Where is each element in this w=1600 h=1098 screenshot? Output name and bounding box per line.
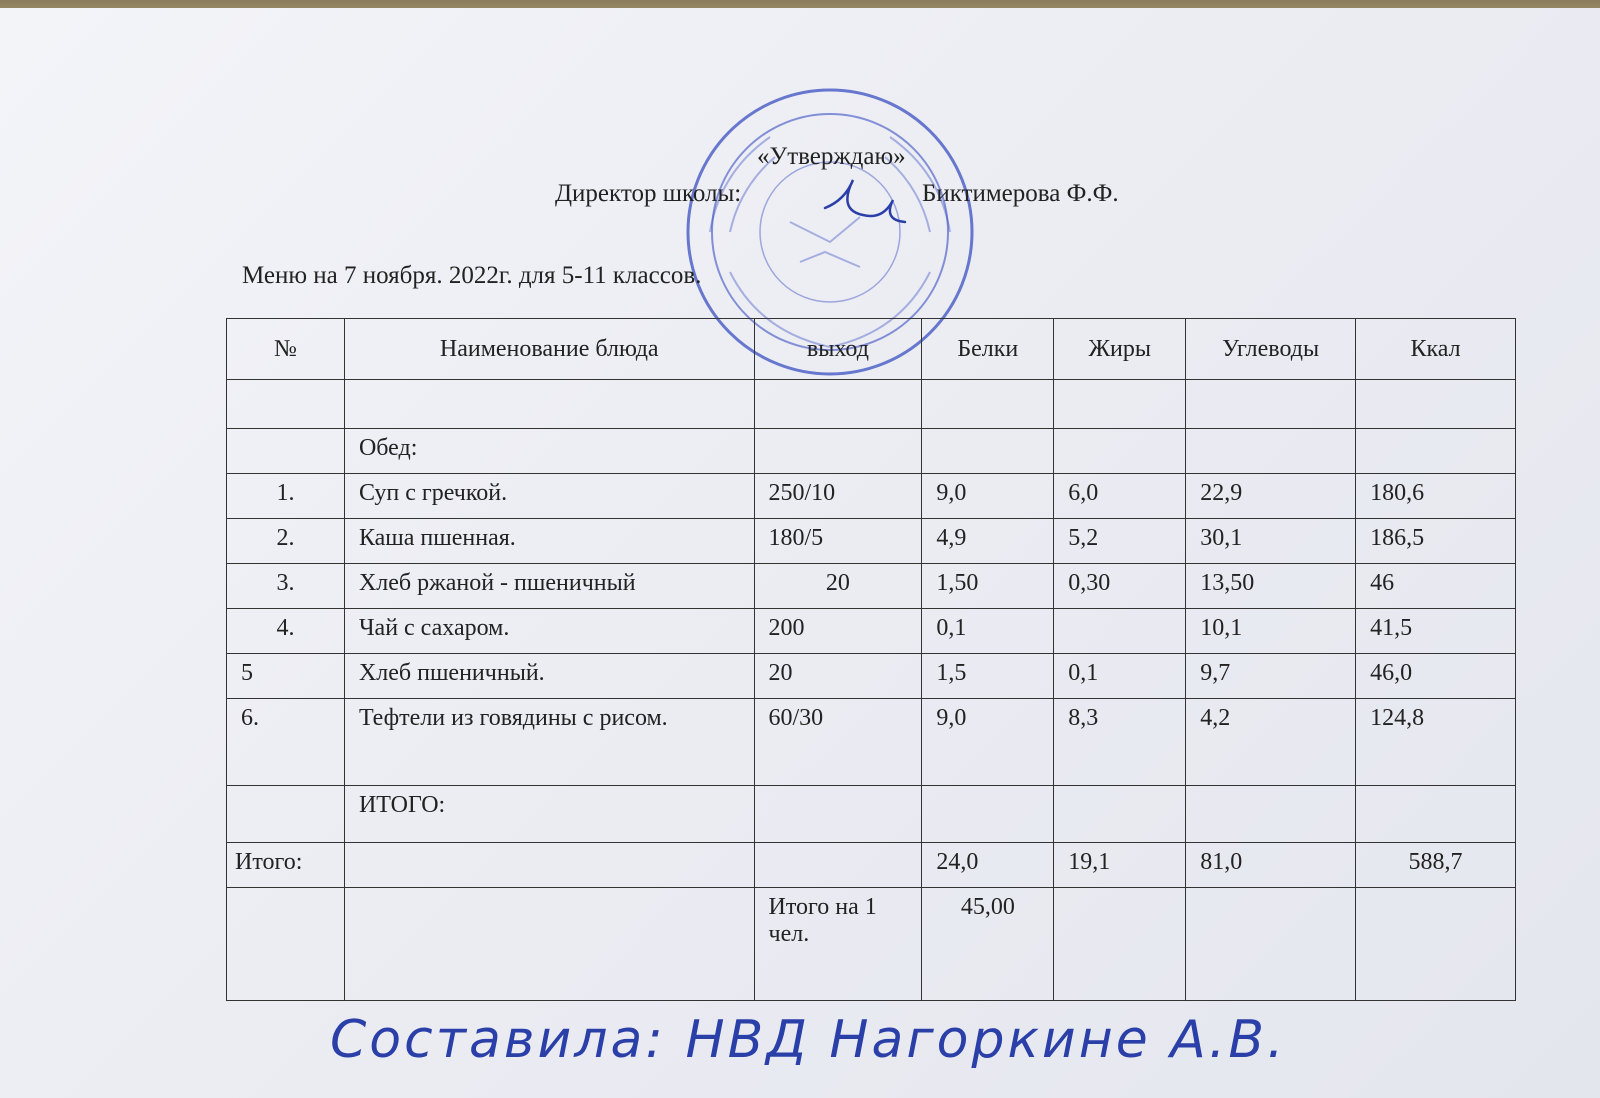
dish-fat: 5,2 (1054, 519, 1186, 564)
dish-carbs: 13,50 (1186, 564, 1356, 609)
dish-carbs: 10,1 (1186, 609, 1356, 654)
dish-output: 200 (754, 609, 922, 654)
row-number: 6. (227, 699, 345, 786)
director-name: Биктимерова Ф.Ф. (922, 180, 1119, 207)
row-number: 2. (227, 519, 345, 564)
table-row (227, 564, 1516, 609)
menu-title: Меню на 7 ноября. 2022г. для 5-11 классов. (242, 262, 702, 289)
col-header-protein: Белки (922, 319, 1054, 380)
col-header-output: выход (754, 319, 922, 380)
dish-fat: 6,0 (1054, 474, 1186, 519)
dish-protein: 0,1 (922, 609, 1054, 654)
dish-name: Хлеб пшеничный. (344, 654, 754, 699)
dish-protein: 1,50 (922, 564, 1054, 609)
director-title: Директор школы: (555, 180, 742, 207)
table-row (227, 474, 1516, 519)
dish-fat: 0,30 (1054, 564, 1186, 609)
itogo-caps-label: ИТОГО: (344, 786, 754, 843)
dish-protein: 1,5 (922, 654, 1054, 699)
dish-fat (1054, 609, 1186, 654)
dish-protein: 9,0 (922, 474, 1054, 519)
table-row (227, 654, 1516, 699)
total-carbs: 81,0 (1186, 843, 1356, 888)
dish-kcal: 46 (1356, 564, 1516, 609)
dish-output: 250/10 (754, 474, 922, 519)
section-label: Обед: (344, 429, 754, 474)
dish-kcal: 46,0 (1356, 654, 1516, 699)
menu-table (226, 318, 1516, 1001)
col-header-fat: Жиры (1054, 319, 1186, 380)
dish-carbs: 22,9 (1186, 474, 1356, 519)
col-header-kcal: Ккал (1356, 319, 1516, 380)
table-row (227, 609, 1516, 654)
per-person-row (227, 888, 1516, 1001)
table-row (227, 519, 1516, 564)
row-number: 1. (227, 474, 345, 519)
dish-kcal: 41,5 (1356, 609, 1516, 654)
section-row (227, 429, 1516, 474)
table-header-row (227, 319, 1516, 380)
dish-protein: 4,9 (922, 519, 1054, 564)
dish-output: 180/5 (754, 519, 922, 564)
col-header-dish-name: Наименование блюда (344, 319, 754, 380)
dish-carbs: 4,2 (1186, 699, 1356, 786)
row-number: 5 (227, 654, 345, 699)
dish-output: 60/30 (754, 699, 922, 786)
dish-kcal: 186,5 (1356, 519, 1516, 564)
itogo-caps-row (227, 786, 1516, 843)
col-header-carbs: Углеводы (1186, 319, 1356, 380)
dish-output: 20 (754, 654, 922, 699)
dish-fat: 8,3 (1054, 699, 1186, 786)
empty-row (227, 380, 1516, 429)
approval-label: «Утверждаю» (757, 143, 906, 170)
dish-carbs: 30,1 (1186, 519, 1356, 564)
dish-kcal: 180,6 (1356, 474, 1516, 519)
per-person-value: 45,00 (922, 888, 1054, 1001)
dish-name: Каша пшенная. (344, 519, 754, 564)
dish-output: 20 (754, 564, 922, 609)
total-protein: 24,0 (922, 843, 1054, 888)
row-number: 4. (227, 609, 345, 654)
table-row (227, 699, 1516, 786)
dish-kcal: 124,8 (1356, 699, 1516, 786)
dish-protein: 9,0 (922, 699, 1054, 786)
total-label: Итого: (227, 843, 345, 888)
dish-carbs: 9,7 (1186, 654, 1356, 699)
row-number: 3. (227, 564, 345, 609)
dish-name: Хлеб ржаной - пшеничный (344, 564, 754, 609)
dish-name: Суп с гречкой. (344, 474, 754, 519)
total-fat: 19,1 (1054, 843, 1186, 888)
director-signature (815, 168, 910, 228)
dish-name: Чай с сахаром. (344, 609, 754, 654)
total-kcal: 588,7 (1356, 843, 1516, 888)
dish-name: Тефтели из говядины с рисом. (344, 699, 754, 786)
total-row (227, 843, 1516, 888)
dish-fat: 0,1 (1054, 654, 1186, 699)
per-person-label: Итого на 1 чел. (754, 888, 922, 1001)
col-header-number: № (227, 319, 345, 380)
compiled-by-handwriting: Составила: НВД Нагоркине А.В. (330, 1010, 1287, 1070)
